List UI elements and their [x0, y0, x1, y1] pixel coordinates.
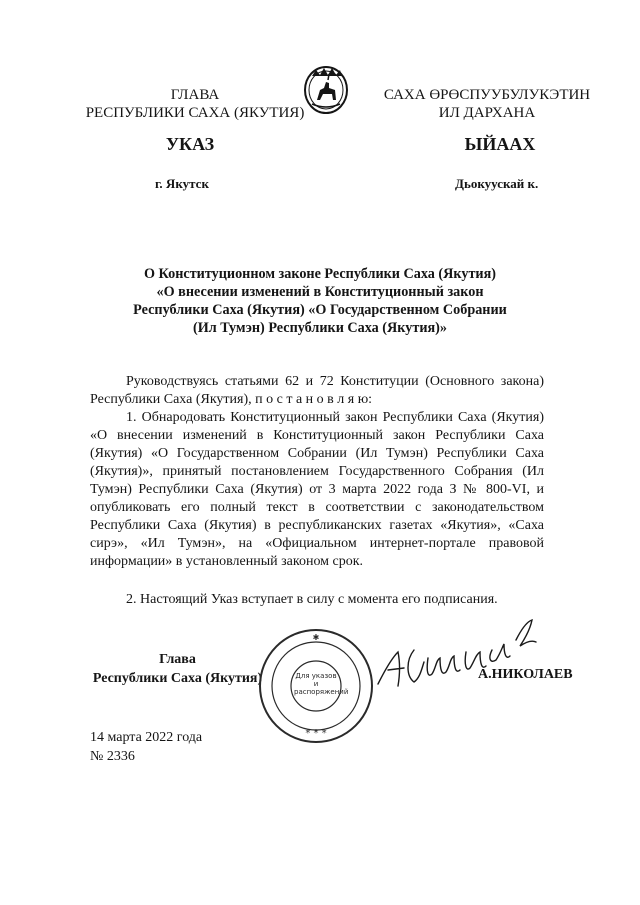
document-number: № 2336 [90, 749, 135, 764]
coat-of-arms-icon [302, 62, 350, 116]
subject-line4: (Ил Тумэн) Республики Саха (Якутия)» [192, 320, 447, 336]
doc-title-left: УКАЗ [165, 134, 215, 154]
header-left-line1: ГЛАВА [170, 87, 220, 103]
header-right-line1: САХА ӨРӨСПУУБУЛУКЭТИН [383, 87, 591, 103]
signer-name: А.НИКОЛАЕВ [478, 667, 573, 682]
signer-position [90, 650, 265, 688]
official-stamp [256, 626, 376, 746]
header-right-org [372, 86, 602, 122]
handwritten-signature-icon [370, 612, 550, 702]
subject-line3: Республики Саха (Якутия) «О Государственном Собрании [133, 302, 507, 318]
city-left: г. Якутск [155, 176, 209, 191]
header-left-org [80, 86, 310, 122]
item-2-paragraph: 2. Настоящий Указ вступает в силу с момента его подписания. [126, 592, 498, 607]
signer-position-line1: Глава [159, 652, 196, 667]
doc-title-right: ЫЙААХ [464, 134, 536, 154]
svg-text:* * *: * * * [305, 728, 327, 739]
signer-position-line2: Республики Саха (Якутия) [92, 671, 263, 686]
preamble-paragraph: Руководствуясь статьями 62 и 72 Конституции (Основного закона) Республики Саха (Якутия), п о с т а н о в л я ю: [90, 374, 544, 407]
city-right: Дьокуускай к. [455, 176, 539, 191]
item-1-paragraph: 1. Обнародовать Конституционный закон Республики Саха (Якутия) «О внесении изменений в Конституционный закон Республики Саха (Якутия) «О Государственном Собрании (Ил Тумэн) Республики Саха (Якутия)», принятый постановлением Государственного Собрания (Ил Тумэн) Республики Саха (Якутия) от 3 марта 2022 года З № 800-VI, и опубликовать его полный текст в соответствии с законодательством Республики Саха (Якутия) в республиканских газетах «Якутия», «Саха сирэ», «Ил Тумэн», на «Официальном интернет-портале правовой информации» в установленный законом срок. [90, 410, 544, 569]
header-right-line2: ИЛ ДАРХАНА [438, 105, 536, 121]
header-left-line2: РЕСПУБЛИКИ САХА (ЯКУТИЯ) [85, 105, 305, 121]
document-subject [95, 265, 545, 337]
subject-line1: О Конституционном законе Республики Саха (Якутия) [143, 266, 497, 282]
svg-text:✱: ✱ [312, 633, 320, 642]
stamp-inner-text: Для указов и распоряжений [294, 672, 349, 696]
document-date: 14 марта 2022 года [90, 730, 203, 745]
subject-line2: «О внесении изменений в Конституционный закон [156, 284, 484, 300]
